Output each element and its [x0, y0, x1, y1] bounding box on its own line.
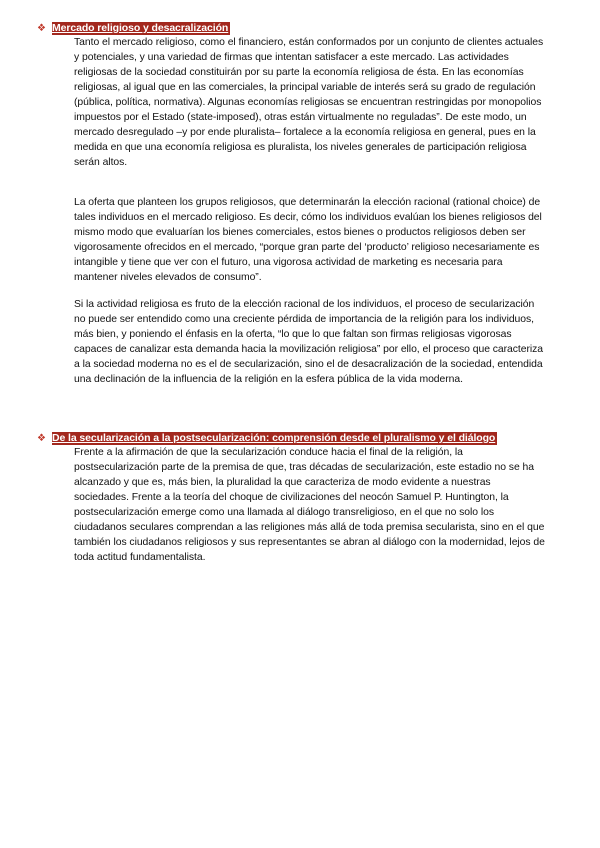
paragraph-1: Tanto el mercado religioso, como el financiero, están conformados por un conjunto de clientes actuales y potenciales, y una variedad de firmas que intentan satisfacer a este mercado. Las actividades religiosas de la sociedad constituirán por su parte la economía religiosa de ésta. En las economías religiosas, al igual que en las comerciales, la principal variable de interés será su grado de regulación (pública, política, normativa). Algunas economías religiosas se encuentran restringidas por monopolios impuestos por el Estado (state-imposed), otras están virtualmente no reguladas”. De este modo, un mercado desregulado –y por ende pluralista– fortalece a la economía religiosa en general, pues en la medida en que una economía religiosa es pluralista, los niveles generales de participación religiosa serán altos.: [74, 37, 544, 168]
diamond-bullet-icon: ❖: [37, 23, 46, 34]
heading-text: De la secularización a la postsecularización: comprensión desde el pluralismo y el diálogo: [52, 432, 496, 444]
diamond-bullet-icon: ❖: [37, 433, 46, 444]
paragraph-3: Si la actividad religiosa es fruto de la elección racional de los individuos, el proceso de secularización no puede ser entendido como una creciente pérdida de importancia de la religión para los individuos, más bien, y poniendo el énfasis en la oferta, “lo que lo que faltan son firmas religiosas vigorosas capaces de canalizar esta demanda hacia la movilización religiosa” por ello, el proceso que caracteriza a la sociedad moderna no es el de secularización, sino el de desacralización de la sociedad, entendida una declinación de la influencia de la religión en la esfera pública de la vida moderna.: [74, 299, 544, 385]
paragraph-4: Frente a la afirmación de que la secularización conduce hacia el final de la religión, la postsecularización parte de la premisa de que, tras décadas de secularización, este estadio no se ha alcanzado y que es, más bien, la pluralidad la que caracteriza de modo evidente a nuestras sociedades. Frente a la teoría del choque de civilizaciones del neocón Samuel P. Huntington, la postsecularización emerge como una llamada al diálogo transreligioso, en el que no solo los ciudadanos seculares comprendan a las religiones más allá de toda premisa secularista, sino en el que también los ciudadanos religiosos y sus representantes se abran al diálogo con la modernidad, lejos de toda actitud fundamentalista.: [74, 447, 545, 563]
section-heading-postsecularizacion: [36, 432, 497, 445]
section-heading-mercado: [36, 22, 230, 35]
paragraph-2: La oferta que planteen los grupos religiosos, que determinarán la elección racional (rational choice) de tales individuos en el mercado religioso. Es decir, cómo los individuos evalúan los bienes religiosos del mismo modo que evaluarían los bienes comerciales, estos bienes o productos religiosos deben ser vigorosamente ofrecidos en el mercado, “porque gran parte del ‘producto’ religioso necesariamente es intangible y tiene que ver con el futuro, una vigorosa actividad de marketing es necesaria para mantener niveles elevados de consumo”.: [74, 197, 542, 283]
heading-text: Mercado religioso y desacralización: [52, 22, 229, 34]
